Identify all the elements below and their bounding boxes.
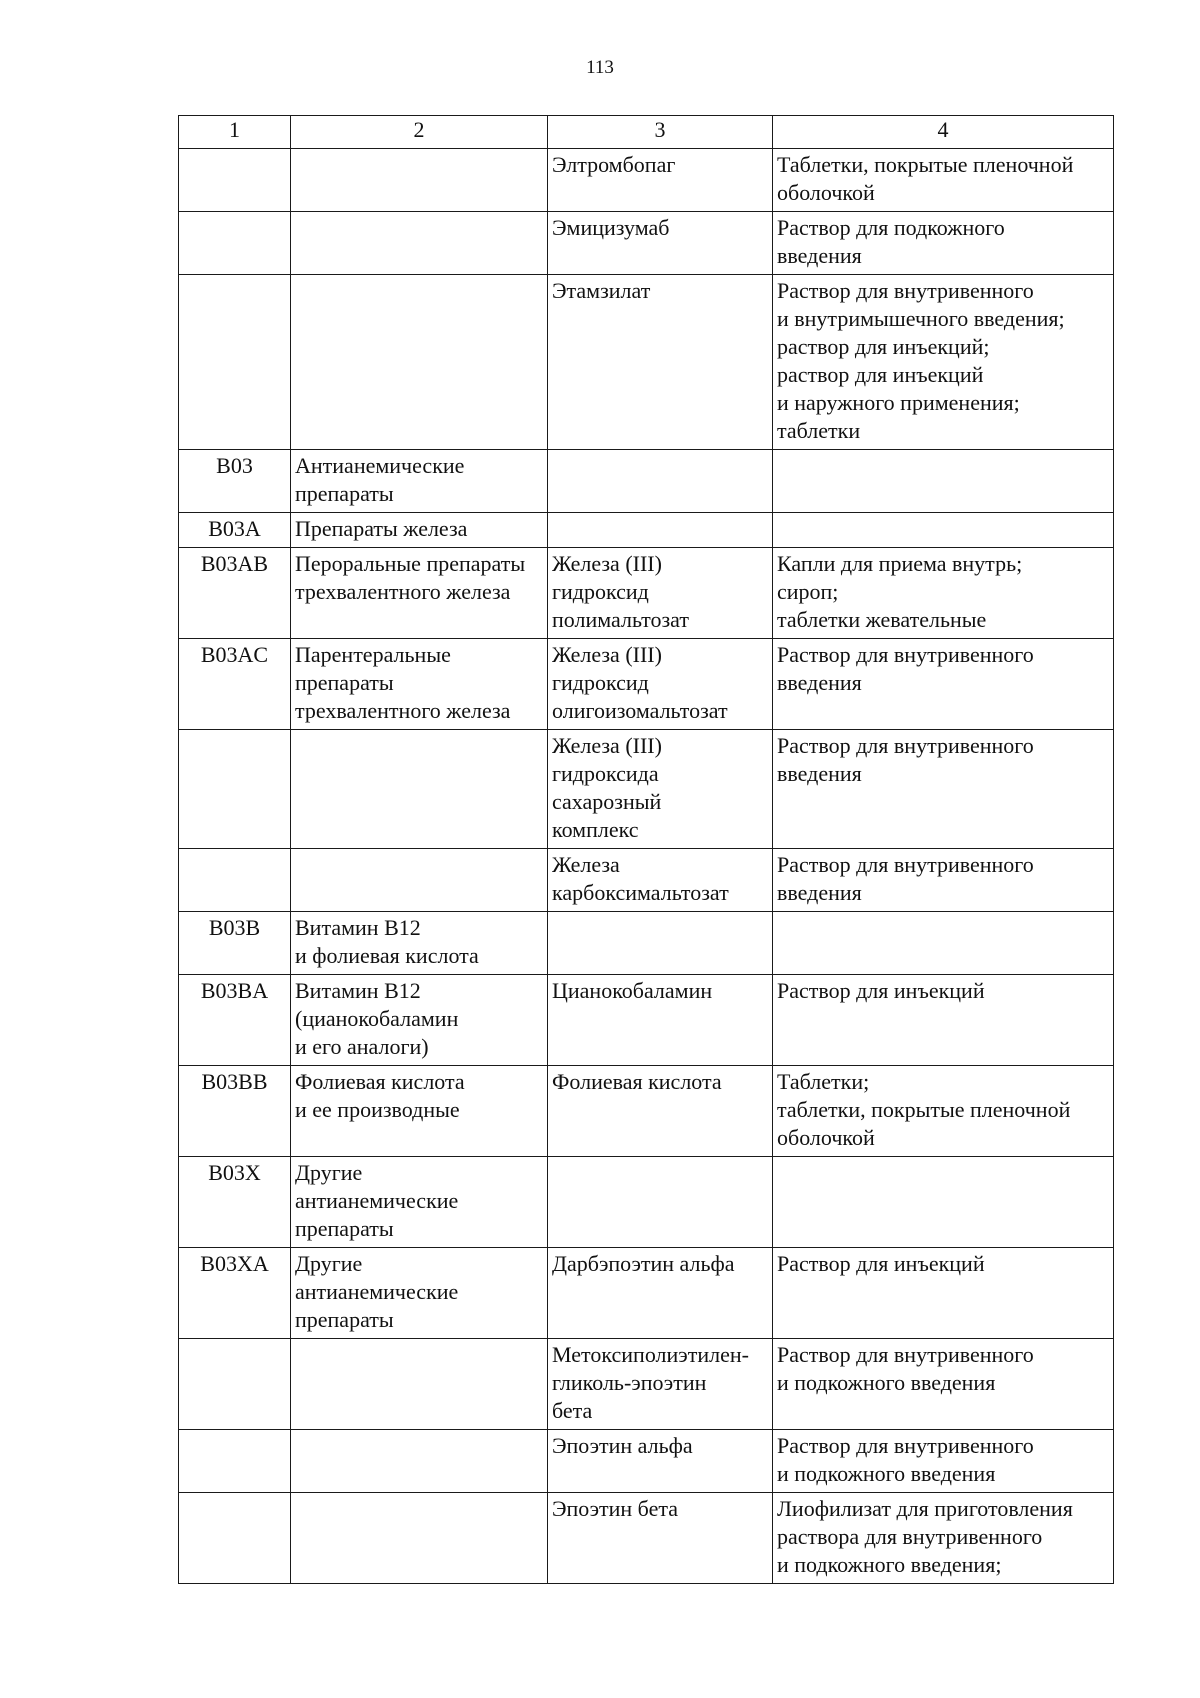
dosage-form-cell — [773, 149, 1114, 212]
group-name-cell — [291, 450, 548, 513]
cell-text-line: трехвалентного железа — [295, 579, 511, 604]
cell-text-line: трехвалентного железа — [295, 698, 511, 723]
cell-text-line: Раствор для внутривенного — [777, 733, 1034, 758]
cell-text-line: Раствор для внутривенного — [777, 1342, 1034, 1367]
drug-name-cell — [548, 912, 773, 975]
drug-name-cell — [548, 450, 773, 513]
atc-code-cell — [179, 1430, 291, 1493]
cell-text-line: введения — [777, 761, 862, 786]
group-name-cell — [291, 849, 548, 912]
atc-code-cell — [179, 275, 291, 450]
atc-code-cell: B03BB — [179, 1066, 291, 1157]
cell-text-line: полимальтозат — [552, 607, 689, 632]
group-name-cell — [291, 639, 548, 730]
cell-text-line: Этамзилат — [552, 278, 651, 303]
dosage-form-cell — [773, 730, 1114, 849]
drug-name-cell — [548, 548, 773, 639]
cell-text-line: препараты — [295, 1216, 394, 1241]
cell-text-line: сироп; — [777, 579, 839, 604]
group-name-cell — [291, 548, 548, 639]
cell-text-line: и наружного применения; — [777, 390, 1020, 415]
drug-name-cell — [548, 730, 773, 849]
column-header-1: 1 — [179, 116, 291, 149]
cell-text-line: Витамин B12 — [295, 978, 421, 1003]
table-row — [179, 1157, 1114, 1248]
table-row — [179, 548, 1114, 639]
table-row — [179, 1430, 1114, 1493]
cell-text-line: бета — [552, 1398, 593, 1423]
drug-name-cell — [548, 1339, 773, 1430]
table-row — [179, 212, 1114, 275]
dosage-form-cell — [773, 1066, 1114, 1157]
cell-text-line: Фолиевая кислота — [295, 1069, 465, 1094]
cell-text-line: Лиофилизат для приготовления — [777, 1496, 1073, 1521]
table-row — [179, 1339, 1114, 1430]
dosage-form-cell — [773, 450, 1114, 513]
cell-text-line: введения — [777, 670, 862, 695]
cell-text-line: введения — [777, 880, 862, 905]
atc-code-cell: B03AC — [179, 639, 291, 730]
group-name-cell — [291, 513, 548, 548]
drug-name-cell — [548, 212, 773, 275]
atc-code-cell — [179, 730, 291, 849]
atc-code-cell: B03B — [179, 912, 291, 975]
table-row — [179, 912, 1114, 975]
cell-text-line: Антианемические — [295, 453, 465, 478]
group-name-cell — [291, 730, 548, 849]
cell-text-line: гидроксид — [552, 579, 649, 604]
dosage-form-cell — [773, 548, 1114, 639]
cell-text-line: Раствор для внутривенного — [777, 278, 1034, 303]
cell-text-line: Раствор для инъекций — [777, 1251, 985, 1276]
atc-code-cell: B03BA — [179, 975, 291, 1066]
dosage-form-cell — [773, 513, 1114, 548]
cell-text-line: оболочкой — [777, 1125, 875, 1150]
cell-text-line: сахарозный — [552, 789, 662, 814]
table-row — [179, 1066, 1114, 1157]
cell-text-line: Элтромбопаг — [552, 152, 676, 177]
drug-name-cell — [548, 513, 773, 548]
atc-code-cell — [179, 149, 291, 212]
drug-name-cell — [548, 149, 773, 212]
header-row — [179, 116, 1114, 149]
cell-text-line: гидроксида — [552, 761, 659, 786]
cell-text-line: и подкожного введения; — [777, 1552, 1002, 1577]
drug-table — [178, 115, 1114, 1584]
column-header-2: 2 — [291, 116, 548, 149]
dosage-form-cell — [773, 912, 1114, 975]
atc-code-cell — [179, 1339, 291, 1430]
group-name-cell — [291, 1248, 548, 1339]
cell-text-line: и подкожного введения — [777, 1370, 996, 1395]
group-name-cell — [291, 1493, 548, 1584]
atc-code-cell: B03XA — [179, 1248, 291, 1339]
column-header-3: 3 — [548, 116, 773, 149]
cell-text-line: таблетки — [777, 418, 861, 443]
dosage-form-cell — [773, 639, 1114, 730]
table-row — [179, 730, 1114, 849]
atc-code-cell: B03AB — [179, 548, 291, 639]
group-name-cell — [291, 1430, 548, 1493]
cell-text-line: Другие — [295, 1160, 363, 1185]
group-name-cell — [291, 149, 548, 212]
table-row — [179, 1248, 1114, 1339]
cell-text-line: и его аналоги) — [295, 1034, 429, 1059]
drug-name-cell — [548, 849, 773, 912]
atc-code-cell — [179, 212, 291, 275]
table-row — [179, 450, 1114, 513]
cell-text-line: Витамин B12 — [295, 915, 421, 940]
table-row — [179, 513, 1114, 548]
cell-text-line: препараты — [295, 670, 394, 695]
cell-text-line: антианемические — [295, 1279, 459, 1304]
cell-text-line: Таблетки; — [777, 1069, 870, 1094]
cell-text-line: таблетки, покрытые пленочной — [777, 1097, 1071, 1122]
drug-name-cell — [548, 1493, 773, 1584]
table-body — [179, 149, 1114, 1584]
cell-text-line: Парентеральные — [295, 642, 451, 667]
dosage-form-cell — [773, 1248, 1114, 1339]
cell-text-line: антианемические — [295, 1188, 459, 1213]
cell-text-line: комплекс — [552, 817, 639, 842]
table-row — [179, 975, 1114, 1066]
drug-name-cell — [548, 639, 773, 730]
cell-text-line: Фолиевая кислота — [552, 1069, 722, 1094]
table-row — [179, 639, 1114, 730]
cell-text-line: введения — [777, 243, 862, 268]
page-number: 113 — [586, 57, 614, 78]
cell-text-line: и подкожного введения — [777, 1461, 996, 1486]
cell-text-line: гидроксид — [552, 670, 649, 695]
cell-text-line: гликоль-эпоэтин — [552, 1370, 707, 1395]
cell-text-line: Цианокобаламин — [552, 978, 713, 1003]
atc-code-cell — [179, 849, 291, 912]
drug-name-cell — [548, 1248, 773, 1339]
group-name-cell — [291, 912, 548, 975]
dosage-form-cell — [773, 975, 1114, 1066]
cell-text-line: Раствор для подкожного — [777, 215, 1005, 240]
atc-code-cell: B03X — [179, 1157, 291, 1248]
table-row — [179, 1493, 1114, 1584]
drug-name-cell — [548, 275, 773, 450]
cell-text-line: препараты — [295, 481, 394, 506]
cell-text-line: Пероральные препараты — [295, 551, 526, 576]
cell-text-line: и внутримышечного введения; — [777, 306, 1065, 331]
table-row — [179, 149, 1114, 212]
cell-text-line: оболочкой — [777, 180, 875, 205]
cell-text-line: Железа — [552, 852, 620, 877]
cell-text-line: раствор для инъекций — [777, 362, 984, 387]
cell-text-line: раствор для инъекций; — [777, 334, 990, 359]
cell-text-line: Метоксиполиэтилен- — [552, 1342, 749, 1367]
group-name-cell — [291, 1066, 548, 1157]
cell-text-line: препараты — [295, 1307, 394, 1332]
dosage-form-cell — [773, 849, 1114, 912]
cell-text-line: Эпоэтин бета — [552, 1496, 678, 1521]
cell-text-line: олигоизомальтозат — [552, 698, 728, 723]
drug-name-cell — [548, 975, 773, 1066]
cell-text-line: Эмицизумаб — [552, 215, 670, 240]
drug-name-cell — [548, 1430, 773, 1493]
cell-text-line: карбоксимальтозат — [552, 880, 729, 905]
cell-text-line: Железа (III) — [552, 551, 662, 576]
cell-text-line: и ее производные — [295, 1097, 460, 1122]
drug-name-cell — [548, 1066, 773, 1157]
dosage-form-cell — [773, 212, 1114, 275]
table-row — [179, 275, 1114, 450]
group-name-cell — [291, 275, 548, 450]
table-row — [179, 849, 1114, 912]
cell-text-line: Другие — [295, 1251, 363, 1276]
cell-text-line: Раствор для внутривенного — [777, 852, 1034, 877]
cell-text-line: таблетки жевательные — [777, 607, 987, 632]
atc-code-cell — [179, 1493, 291, 1584]
dosage-form-cell — [773, 275, 1114, 450]
cell-text-line: раствора для внутривенного — [777, 1524, 1043, 1549]
cell-text-line: Железа (III) — [552, 733, 662, 758]
atc-code-cell: B03A — [179, 513, 291, 548]
atc-code-cell: B03 — [179, 450, 291, 513]
cell-text-line: Раствор для инъекций — [777, 978, 985, 1003]
cell-text-line: Таблетки, покрытые пленочной — [777, 152, 1074, 177]
drug-name-cell — [548, 1157, 773, 1248]
cell-text-line: Дарбэпоэтин альфа — [552, 1251, 735, 1276]
group-name-cell — [291, 975, 548, 1066]
dosage-form-cell — [773, 1339, 1114, 1430]
cell-text-line: (цианокобаламин — [295, 1006, 459, 1031]
cell-text-line: и фолиевая кислота — [295, 943, 479, 968]
cell-text-line: Раствор для внутривенного — [777, 642, 1034, 667]
group-name-cell — [291, 212, 548, 275]
dosage-form-cell — [773, 1430, 1114, 1493]
cell-text-line: Железа (III) — [552, 642, 662, 667]
cell-text-line: Препараты железа — [295, 516, 468, 541]
group-name-cell — [291, 1339, 548, 1430]
dosage-form-cell — [773, 1493, 1114, 1584]
cell-text-line: Раствор для внутривенного — [777, 1433, 1034, 1458]
column-header-4: 4 — [773, 116, 1114, 149]
cell-text-line: Эпоэтин альфа — [552, 1433, 693, 1458]
group-name-cell — [291, 1157, 548, 1248]
cell-text-line: Капли для приема внутрь; — [777, 551, 1023, 576]
dosage-form-cell — [773, 1157, 1114, 1248]
